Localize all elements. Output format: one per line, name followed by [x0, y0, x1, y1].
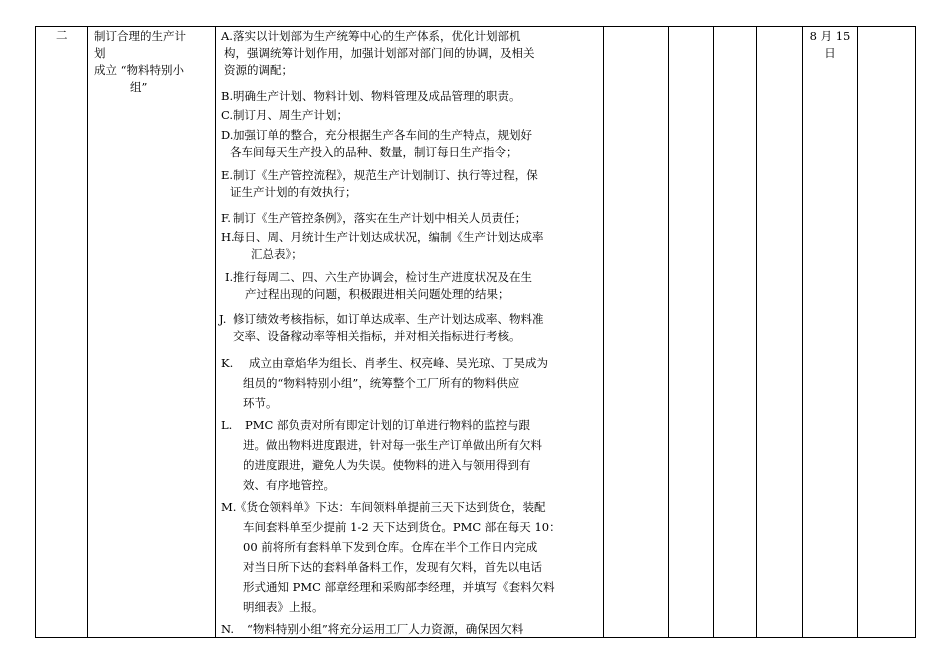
item-label: D. [221, 128, 234, 142]
item-line: 资源的调配； [224, 63, 293, 77]
task-line: 划 [94, 46, 106, 60]
item-line: PMC 部负责对所有即定计划的订单进行物料的监控与跟 [245, 418, 530, 432]
item-line: 修订绩效考核指标，如订单达成率、生产计划达成率、物料准 [233, 312, 544, 326]
item-label: H. [221, 230, 235, 244]
task-line: 组” [130, 80, 148, 94]
item-line: 证生产计划的有效执行； [230, 185, 357, 199]
table-top-border [35, 26, 916, 27]
item-line: 效、有序地管控。 [243, 478, 335, 492]
item-line: 构，强调统筹计划作用，加强计划部对部门间的协调，及相关 [224, 46, 535, 60]
table-col-border-4 [603, 26, 604, 638]
item-line: 推行每周二、四、六生产协调会，检讨生产进度状况及在生 [233, 270, 532, 284]
item-line: 环节。 [243, 396, 278, 410]
item-label: J. [219, 312, 227, 326]
item-label: N. [221, 622, 234, 636]
item-line: 对当日所下达的套料单备料工作，发现有欠料，首先以电话 [243, 560, 542, 574]
table-col-border-7 [756, 26, 757, 638]
item-line: 00 前将所有套料单下发到仓库。仓库在半个工作日内完成 [243, 540, 538, 554]
task-line: 成立 “物料特别小 [94, 63, 185, 77]
task-line: 制订合理的生产计 [94, 29, 186, 43]
item-line: 制订月、周生产计划； [233, 108, 348, 122]
table-col-border-10 [915, 26, 916, 638]
item-line: 产过程出现的问题，积极跟进相关问题处理的结果； [245, 287, 510, 301]
date-line: 日 [824, 46, 836, 60]
row-number: 二 [56, 28, 68, 42]
table-col-border-9 [857, 26, 858, 638]
item-line: 每日、周、月统计生产计划达成状况，编制《生产计划达成率 [233, 230, 544, 244]
item-line: 明确生产计划、物料计划、物料管理及成品管理的职责。 [233, 89, 521, 103]
item-label: K. [221, 356, 234, 370]
item-label: E. [221, 168, 234, 182]
item-line: 明细表》上报。 [243, 600, 324, 614]
item-line: 加强订单的整合，充分根据生产各车间的生产特点，规划好 [233, 128, 532, 142]
item-line: 落实以计划部为生产统筹中心的生产体系，优化计划部机 [233, 29, 521, 43]
date-line: 8 月 15 [809, 29, 851, 43]
item-line: 交率、设备稼动率等相关指标，并对相关指标进行考核。 [233, 329, 521, 343]
item-line: 制订《生产管控条例》，落实在生产计划中相关人员责任； [233, 211, 527, 225]
item-label: A. [221, 29, 233, 43]
item-line: 形式通知 PMC 部章经理和采购部李经理，并填写《套料欠料 [243, 580, 555, 594]
item-line: 车间套料单至少提前 1-2 天下达到货仓。PMC 部在每天 10： [243, 520, 561, 534]
task-cell [94, 28, 214, 96]
table-col-border-3 [215, 26, 216, 638]
item-line: 制订《生产管控流程》，规范生产计划制订、执行等过程，保 [233, 168, 538, 182]
measure-item-a [221, 28, 593, 79]
item-line: “物料特别小组”将充分运用工厂人力资源，确保因欠料 [247, 622, 524, 636]
item-label: B. [221, 89, 234, 103]
date-cell [805, 28, 855, 62]
item-label: C. [221, 108, 234, 122]
item-line: 成立由章焰华为组长、肖孝生、权亮峰、吴光琼、丁昊成为 [249, 356, 548, 370]
item-line: 的进度跟进，避免人为失误。使物料的进入与领用得到有 [243, 458, 531, 472]
item-label: L. [221, 418, 233, 432]
item-line: 进。做出物料进度跟进，针对每一张生产订单做出所有欠料 [243, 438, 542, 452]
table-col-border-8 [802, 26, 803, 638]
item-label: M. [221, 500, 237, 514]
item-label: I. [225, 270, 234, 284]
item-line: 《货仓领料单》下达：车间领料单提前三天下达到货仓，装配 [235, 500, 546, 514]
item-line: 组员的“物料特别小组”，统筹整个工厂所有的物料供应 [243, 376, 520, 390]
table-col-border-1 [35, 26, 36, 638]
table-col-border-2 [87, 26, 88, 638]
item-line: 各车间每天生产投入的品种、数量，制订每日生产指令； [230, 145, 518, 159]
table-col-border-5 [668, 26, 669, 638]
table-col-border-6 [713, 26, 714, 638]
item-label: F. [221, 211, 231, 225]
item-line: 汇总表》； [251, 247, 303, 261]
